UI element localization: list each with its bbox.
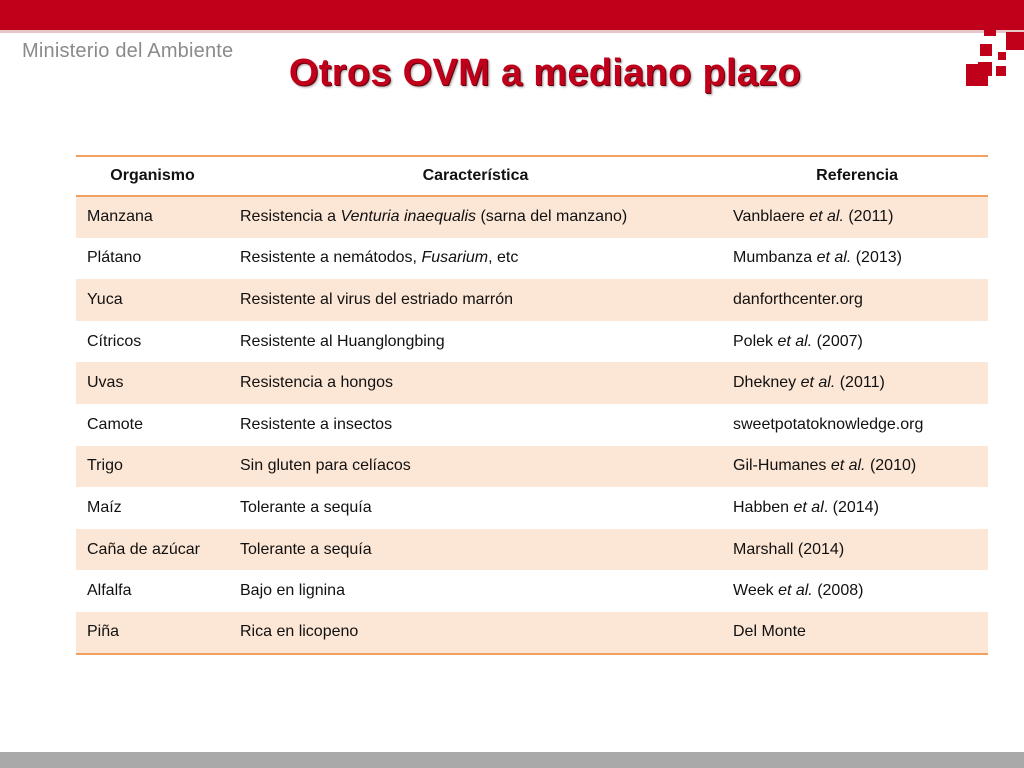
table-row (76, 529, 988, 571)
cell-organismo: Camote (76, 404, 229, 446)
text-run: (2007) (812, 332, 863, 350)
cell-referencia (722, 446, 988, 488)
table-row (76, 446, 988, 488)
table-row (76, 196, 988, 238)
text-run: Rica en licopeno (240, 623, 359, 641)
italic-text: et al. (809, 208, 844, 226)
text-run: Resistencia a hongos (240, 374, 393, 392)
italic-text: et al. (777, 332, 813, 350)
text-run: Polek (733, 332, 778, 350)
italic-text: Venturia inaequalis (340, 208, 476, 226)
cell-organismo: Plátano (76, 238, 229, 280)
cell-caracteristica (229, 238, 722, 280)
text-run: danforthcenter.org (733, 290, 863, 308)
top-banner-shade (0, 30, 1024, 33)
text-run: Bajo en lignina (240, 582, 345, 600)
text-run: Resistencia a (240, 208, 341, 226)
table-row (76, 279, 988, 321)
cell-referencia (722, 321, 988, 363)
italic-text: et al (793, 498, 824, 516)
header-organismo: Organismo (76, 156, 229, 196)
cell-caracteristica (229, 404, 722, 446)
ministry-name: Ministerio del Ambiente (22, 40, 234, 62)
text-run: Sin gluten para celíacos (240, 457, 411, 475)
text-run: Resistente a nemátodos, (240, 249, 422, 267)
text-run: Resistente al Huanglongbing (240, 332, 445, 350)
cell-organismo: Manzana (76, 196, 229, 238)
cell-organismo: Uvas (76, 362, 229, 404)
cell-caracteristica (229, 196, 722, 238)
top-banner (0, 0, 1024, 30)
text-run: (2011) (843, 208, 894, 226)
text-run: sweetpotatoknowledge.org (733, 415, 924, 433)
text-run: Resistente a insectos (240, 415, 393, 433)
cell-caracteristica (229, 321, 722, 363)
cell-referencia (722, 487, 988, 529)
table-row (76, 570, 988, 612)
italic-text: et al. (816, 249, 852, 267)
cell-referencia (722, 612, 988, 654)
header-caracteristica: Característica (229, 156, 722, 196)
table-header-row (76, 156, 988, 196)
text-run: (2008) (812, 582, 864, 600)
ovm-table (76, 155, 988, 655)
cell-referencia (722, 238, 988, 280)
cell-organismo: Alfalfa (76, 570, 229, 612)
text-run: Del Monte (733, 623, 806, 641)
cell-referencia (722, 404, 988, 446)
text-run: , etc (488, 249, 519, 267)
cell-caracteristica (229, 487, 722, 529)
text-run: Gil-Humanes (733, 457, 831, 475)
text-run: Resistente al virus del estriado marrón (240, 290, 514, 308)
cell-organismo: Maíz (76, 487, 229, 529)
cell-caracteristica (229, 529, 722, 571)
cell-organismo: Yuca (76, 279, 229, 321)
table-row (76, 238, 988, 280)
text-run: Week (733, 582, 779, 600)
text-run: Tolerante a sequía (240, 540, 372, 558)
cell-referencia (722, 279, 988, 321)
text-run: Habben (733, 498, 794, 516)
text-run: (2010) (865, 457, 917, 475)
cell-referencia (722, 529, 988, 571)
italic-text: Fusarium (421, 249, 489, 267)
footer-bar (0, 752, 1024, 768)
text-run: Vanblaere (733, 208, 810, 226)
cell-caracteristica (229, 570, 722, 612)
cell-organismo: Trigo (76, 446, 229, 488)
cell-organismo: Caña de azúcar (76, 529, 229, 571)
italic-text: et al. (800, 374, 836, 392)
cell-caracteristica (229, 279, 722, 321)
cell-caracteristica (229, 612, 722, 654)
text-run: (2013) (851, 249, 902, 267)
table-row (76, 362, 988, 404)
italic-text: et al. (830, 457, 866, 475)
table-row (76, 404, 988, 446)
cell-caracteristica (229, 362, 722, 404)
slide-title: Otros OVM a mediano plazo (288, 52, 802, 94)
text-run: Mumbanza (733, 249, 817, 267)
text-run: Tolerante a sequía (240, 498, 372, 516)
text-run: (2011) (835, 374, 885, 392)
cell-referencia (722, 570, 988, 612)
table-row (76, 321, 988, 363)
table-row (76, 612, 988, 654)
italic-text: et al. (778, 582, 813, 600)
cell-referencia (722, 196, 988, 238)
header-referencia: Referencia (722, 156, 988, 196)
cell-organismo: Cítricos (76, 321, 229, 363)
text-run: Marshall (2014) (733, 540, 845, 558)
text-run: . (2014) (823, 498, 879, 516)
cell-organismo: Piña (76, 612, 229, 654)
text-run: Dhekney (733, 374, 801, 392)
text-run: (sarna del manzano) (476, 208, 628, 226)
table-row (76, 487, 988, 529)
cell-caracteristica (229, 446, 722, 488)
cell-referencia (722, 362, 988, 404)
